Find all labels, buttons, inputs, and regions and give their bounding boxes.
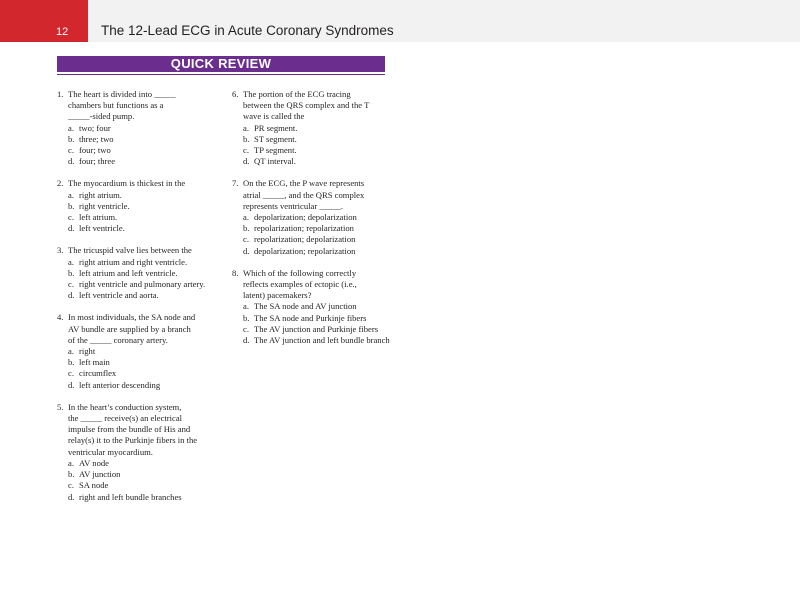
answer-option — [57, 223, 217, 234]
question-stem-line: The tricuspid valve lies between the — [68, 245, 192, 256]
question-number — [57, 111, 68, 122]
option-text: right and left bundle branches — [79, 491, 182, 502]
option-letter: b. — [68, 469, 75, 480]
answer-option — [57, 145, 217, 156]
option-text: three; two — [79, 133, 114, 144]
option-letter: d. — [68, 156, 75, 167]
question-column-right — [232, 89, 392, 357]
option-text: QT interval. — [254, 156, 296, 167]
question-number — [232, 279, 243, 290]
option-letter: b. — [68, 133, 75, 144]
option-text: right ventricle. — [79, 200, 130, 211]
option-text: circumflex — [79, 368, 117, 379]
option-letter: c. — [243, 145, 249, 156]
question-stem-line: In most individuals, the SA node and — [68, 312, 196, 323]
option-text: right — [79, 346, 96, 357]
question-number — [57, 100, 68, 111]
question-number — [57, 413, 68, 424]
section-divider — [57, 74, 385, 75]
question-number: 1. — [57, 89, 64, 99]
option-letter: c. — [243, 234, 249, 245]
option-text: PR segment. — [254, 122, 298, 133]
option-text: right atrium and right ventricle. — [79, 256, 188, 267]
answer-option — [232, 134, 392, 145]
answer-option — [57, 123, 217, 134]
question-item — [232, 178, 392, 256]
question-stem-line: In the heart’s conduction system, — [68, 401, 182, 412]
question-stem-line: On the ECG, the P wave represents — [243, 178, 365, 189]
answer-option — [57, 257, 217, 268]
answer-option — [232, 301, 392, 312]
answer-option — [57, 458, 217, 469]
answer-option — [57, 480, 217, 491]
option-text: repolarization; repolarization — [254, 223, 354, 234]
question-stem-line: impulse from the bundle of His and — [68, 424, 191, 435]
answer-option — [57, 201, 217, 212]
option-letter: c. — [68, 279, 74, 290]
question-stem-line: reflects examples of ectopic (i.e., — [243, 279, 357, 290]
option-letter: a. — [68, 122, 74, 133]
option-letter: a. — [68, 457, 74, 468]
option-text: The SA node and Purkinje fibers — [254, 312, 367, 323]
question-item — [57, 89, 217, 167]
option-text: two; four — [79, 122, 111, 133]
answer-option — [57, 492, 217, 503]
page-number: 12 — [56, 26, 69, 38]
option-text: left ventricle and aorta. — [79, 290, 159, 301]
answer-option — [57, 368, 217, 379]
option-letter: b. — [243, 312, 250, 323]
option-letter: d. — [243, 335, 250, 346]
option-letter: d. — [68, 290, 75, 301]
option-text: SA node — [79, 480, 109, 491]
option-text: AV node — [79, 457, 110, 468]
option-text: four; three — [79, 156, 116, 167]
option-text: depolarization; repolarization — [254, 245, 356, 256]
question-stem-line: of the _____ coronary artery. — [68, 334, 168, 345]
question-item — [232, 89, 392, 167]
question-number: 7. — [232, 178, 239, 189]
question-column-left — [57, 89, 217, 514]
question-number — [232, 100, 243, 111]
question-stem-line: _____-sided pump. — [68, 111, 135, 122]
answer-option — [57, 190, 217, 201]
question-number — [57, 335, 68, 346]
answer-option — [57, 279, 217, 290]
question-item — [57, 402, 217, 503]
question-number — [232, 201, 243, 212]
question-stem-line: the _____ receive(s) an electrical — [68, 413, 183, 424]
question-stem-line: relay(s) it to the Purkinje fibers in the — [68, 435, 198, 446]
answer-option — [232, 313, 392, 324]
option-letter: b. — [68, 267, 75, 278]
option-letter: d. — [68, 223, 75, 234]
option-text: TP segment. — [254, 145, 297, 156]
option-letter: b. — [243, 223, 250, 234]
option-text: repolarization; depolarization — [254, 234, 356, 245]
page-number-tab — [0, 0, 88, 42]
question-number — [57, 447, 68, 458]
answer-option — [57, 380, 217, 391]
quick-review-banner — [57, 56, 385, 72]
answer-option — [57, 346, 217, 357]
option-letter: a. — [68, 256, 74, 267]
question-number: 2. — [57, 178, 64, 189]
answer-option — [232, 123, 392, 134]
question-item — [57, 178, 217, 234]
question-item — [57, 312, 217, 390]
option-letter: a. — [243, 122, 249, 133]
question-stem-line: Which of the following correctly — [243, 267, 357, 278]
option-letter: a. — [68, 189, 74, 200]
question-stem-line: AV bundle are supplied by a branch — [68, 323, 191, 334]
answer-option — [57, 469, 217, 480]
section-title: QUICK REVIEW — [170, 56, 272, 71]
option-letter: b. — [243, 133, 250, 144]
question-number — [57, 435, 68, 446]
option-text: left main — [79, 357, 110, 368]
question-stem-line: wave is called the — [243, 111, 305, 122]
option-letter: a. — [243, 212, 249, 223]
option-text: right ventricle and pulmonary artery. — [79, 279, 206, 290]
question-number: 6. — [232, 89, 239, 99]
answer-option — [57, 357, 217, 368]
question-stem-line: The heart is divided into _____ — [68, 89, 176, 99]
answer-option — [232, 246, 392, 257]
answer-option — [232, 223, 392, 234]
option-text: four; two — [79, 145, 111, 156]
option-letter: c. — [68, 145, 74, 156]
option-letter: b. — [68, 200, 75, 211]
question-item — [232, 268, 392, 346]
question-number — [57, 324, 68, 335]
option-letter: c. — [68, 480, 74, 491]
option-text: The SA node and AV junction — [254, 301, 357, 312]
answer-option — [57, 134, 217, 145]
option-text: The AV junction and Purkinje fibers — [254, 323, 379, 334]
question-number: 3. — [57, 245, 64, 256]
question-item — [57, 245, 217, 301]
answer-option — [232, 234, 392, 245]
option-letter: a. — [243, 301, 249, 312]
option-text: left atrium and left ventricle. — [79, 267, 178, 278]
question-stem-line: latent) pacemakers? — [243, 290, 312, 301]
question-stem-line: between the QRS complex and the T — [243, 100, 370, 111]
question-stem-line: chambers but functions as a — [68, 100, 164, 111]
question-stem-line: atrial _____, and the QRS complex — [243, 189, 365, 200]
question-number: 8. — [232, 267, 239, 278]
answer-option — [232, 324, 392, 335]
question-number: 4. — [57, 312, 64, 323]
option-text: The AV junction and left bundle branch — [254, 335, 390, 346]
option-letter: c. — [243, 323, 249, 334]
question-number — [232, 290, 243, 301]
answer-option — [232, 156, 392, 167]
option-text: depolarization; depolarization — [254, 212, 357, 223]
running-head: The 12-Lead ECG in Acute Coronary Syndromes — [101, 23, 394, 38]
answer-option — [232, 335, 392, 346]
answer-option — [57, 156, 217, 167]
option-text: left atrium. — [79, 212, 118, 223]
option-text: ST segment. — [254, 133, 297, 144]
option-letter: d. — [68, 379, 75, 390]
option-text: left ventricle. — [79, 223, 125, 234]
answer-option — [57, 268, 217, 279]
question-number — [57, 424, 68, 435]
answer-option — [57, 290, 217, 301]
answer-option — [57, 212, 217, 223]
option-text: AV junction — [79, 469, 121, 480]
answer-option — [232, 145, 392, 156]
question-stem-line: represents ventricular _____. — [243, 200, 343, 211]
option-letter: c. — [68, 212, 74, 223]
option-text: right atrium. — [79, 189, 122, 200]
option-letter: c. — [68, 368, 74, 379]
question-stem-line: The portion of the ECG tracing — [243, 89, 351, 99]
question-stem-line: The myocardium is thickest in the — [68, 178, 186, 189]
question-number — [232, 190, 243, 201]
option-text: left anterior descending — [79, 379, 161, 390]
option-letter: d. — [243, 156, 250, 167]
option-letter: a. — [68, 346, 74, 357]
answer-option — [232, 212, 392, 223]
option-letter: d. — [68, 491, 75, 502]
question-number — [232, 111, 243, 122]
question-number: 5. — [57, 401, 64, 412]
question-stem-line: ventricular myocardium. — [68, 446, 153, 457]
option-letter: d. — [243, 245, 250, 256]
option-letter: b. — [68, 357, 75, 368]
